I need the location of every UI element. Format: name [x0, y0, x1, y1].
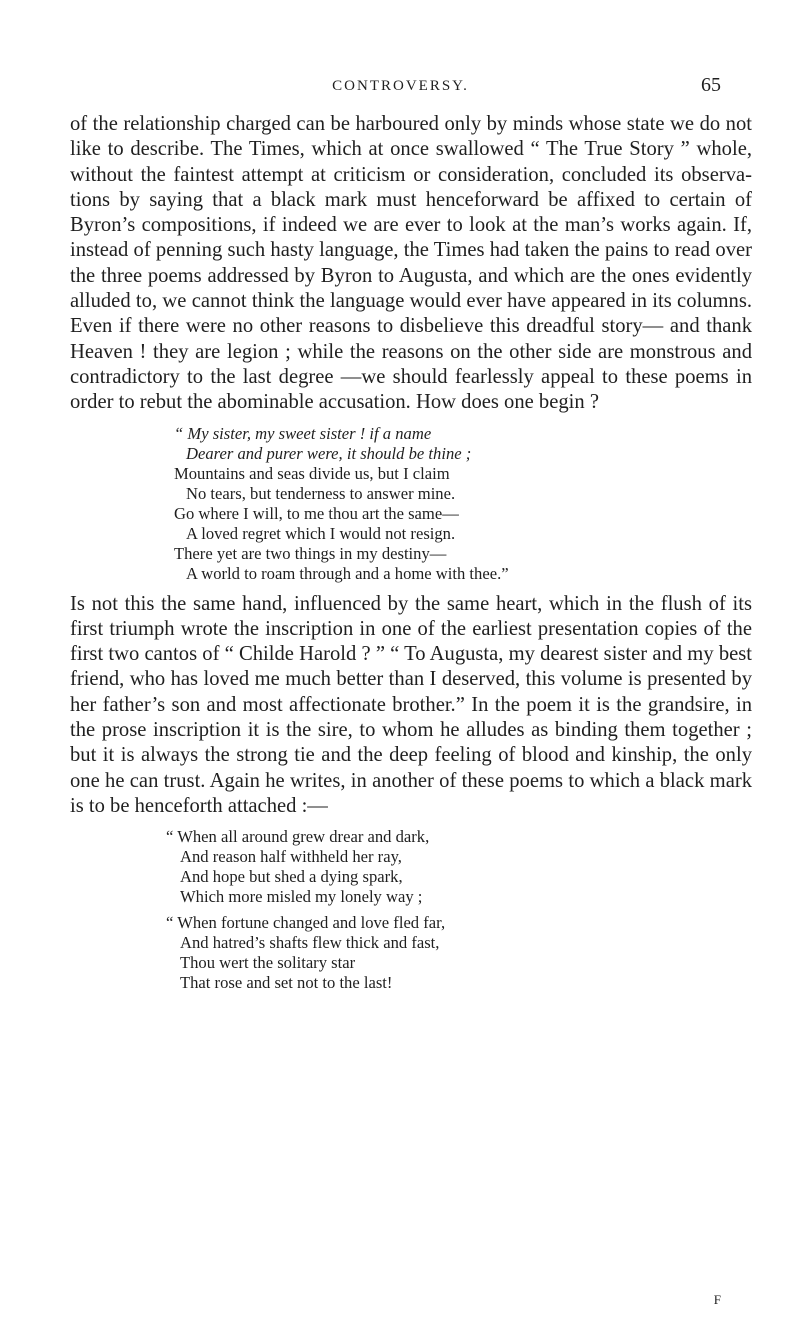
- page-number: 65: [701, 74, 721, 96]
- verse-1-line-4: No tears, but tenderness to answer mine.: [186, 483, 456, 503]
- verse-2-line-2: And reason half withheld her ray,: [180, 847, 402, 867]
- verse-quote-2: [70, 827, 752, 993]
- verse-2-line-6: And hatred’s shafts flew thick and fast,: [180, 933, 440, 953]
- verse-2-line-5: “ When fortune changed and love fled far,: [166, 913, 446, 933]
- running-head: [0, 74, 801, 102]
- running-title: CONTROVERSY.: [332, 78, 469, 94]
- verse-2-line-7: Thou wert the solitary star: [180, 953, 356, 973]
- verse-1-line-1: “ My sister, my sweet sister ! if a name: [174, 423, 432, 443]
- verse-2-line-1: “ When all around grew drear and dark,: [166, 827, 430, 847]
- verse-2-line-4: Which more misled my lonely way ;: [180, 887, 423, 907]
- verse-1-line-8: A world to roam through and a home with thee.”: [186, 563, 509, 583]
- body-text: [70, 112, 752, 1001]
- verse-1-line-3: Mountains and seas divide us, but I claim: [174, 463, 450, 483]
- verse-1-line-2: Dearer and purer were, it should be thine ;: [186, 443, 472, 463]
- verse-1-line-7: There yet are two things in my destiny—: [174, 543, 447, 563]
- verse-2-line-8: That rose and set not to the last!: [180, 973, 393, 993]
- verse-quote-1: [70, 424, 752, 584]
- verse-2-line-3: And hope but shed a dying spark,: [180, 867, 403, 887]
- signature-mark: F: [713, 1292, 721, 1307]
- verse-1-line-6: A loved regret which I would not resign.: [186, 523, 456, 543]
- verse-1-line-5: Go where I will, to me thou art the same—: [174, 503, 459, 523]
- paragraph-2: Is not this the same hand, influenced by the same heart, which in the flush of its first triumph wrote the inscription in one of the earliest presentation copies of the first two cantos of “ Childe Harold ? ” “ To Augusta, my dearest sister and my best friend, who has loved me much better than I deserved, this volume is presented by her father’s son and most affectionate brother.” In the poem it is the grandsire, in the prose inscription it is the sire, to whom he alludes as binding them together ; but it is always the strong tie and the deep feeling of blood and kinship, the only one he can trust. Again he writes, in another of these poems to which a black mark is to be henceforth attached :—: [70, 592, 752, 817]
- paragraph-1: of the relationship charged can be harboured only by minds whose state we do not like to describe. The Times, which at once swallowed “ The True Story ” whole, without the faintest attempt at criticism or consideration, concluded its observations by saying that a black mark must henceforward be affixed to certain of Byron’s compositions, if indeed we are ever to look at the man’s works again. If, instead of penning such hasty language, the Times had taken the pains to read over the three poems addressed by Byron to Augusta, and which are the ones evidently alluded to, we cannot think the language would ever have appeared in its columns. Even if there were no other reasons to disbelieve this dreadful story— and thank Heaven ! they are legion ; while the reasons on the other side are monstrous and contradictory to the last degree —we should fearlessly appeal to these poems in order to rebut the abominable accusation. How does one begin ?: [70, 113, 752, 414]
